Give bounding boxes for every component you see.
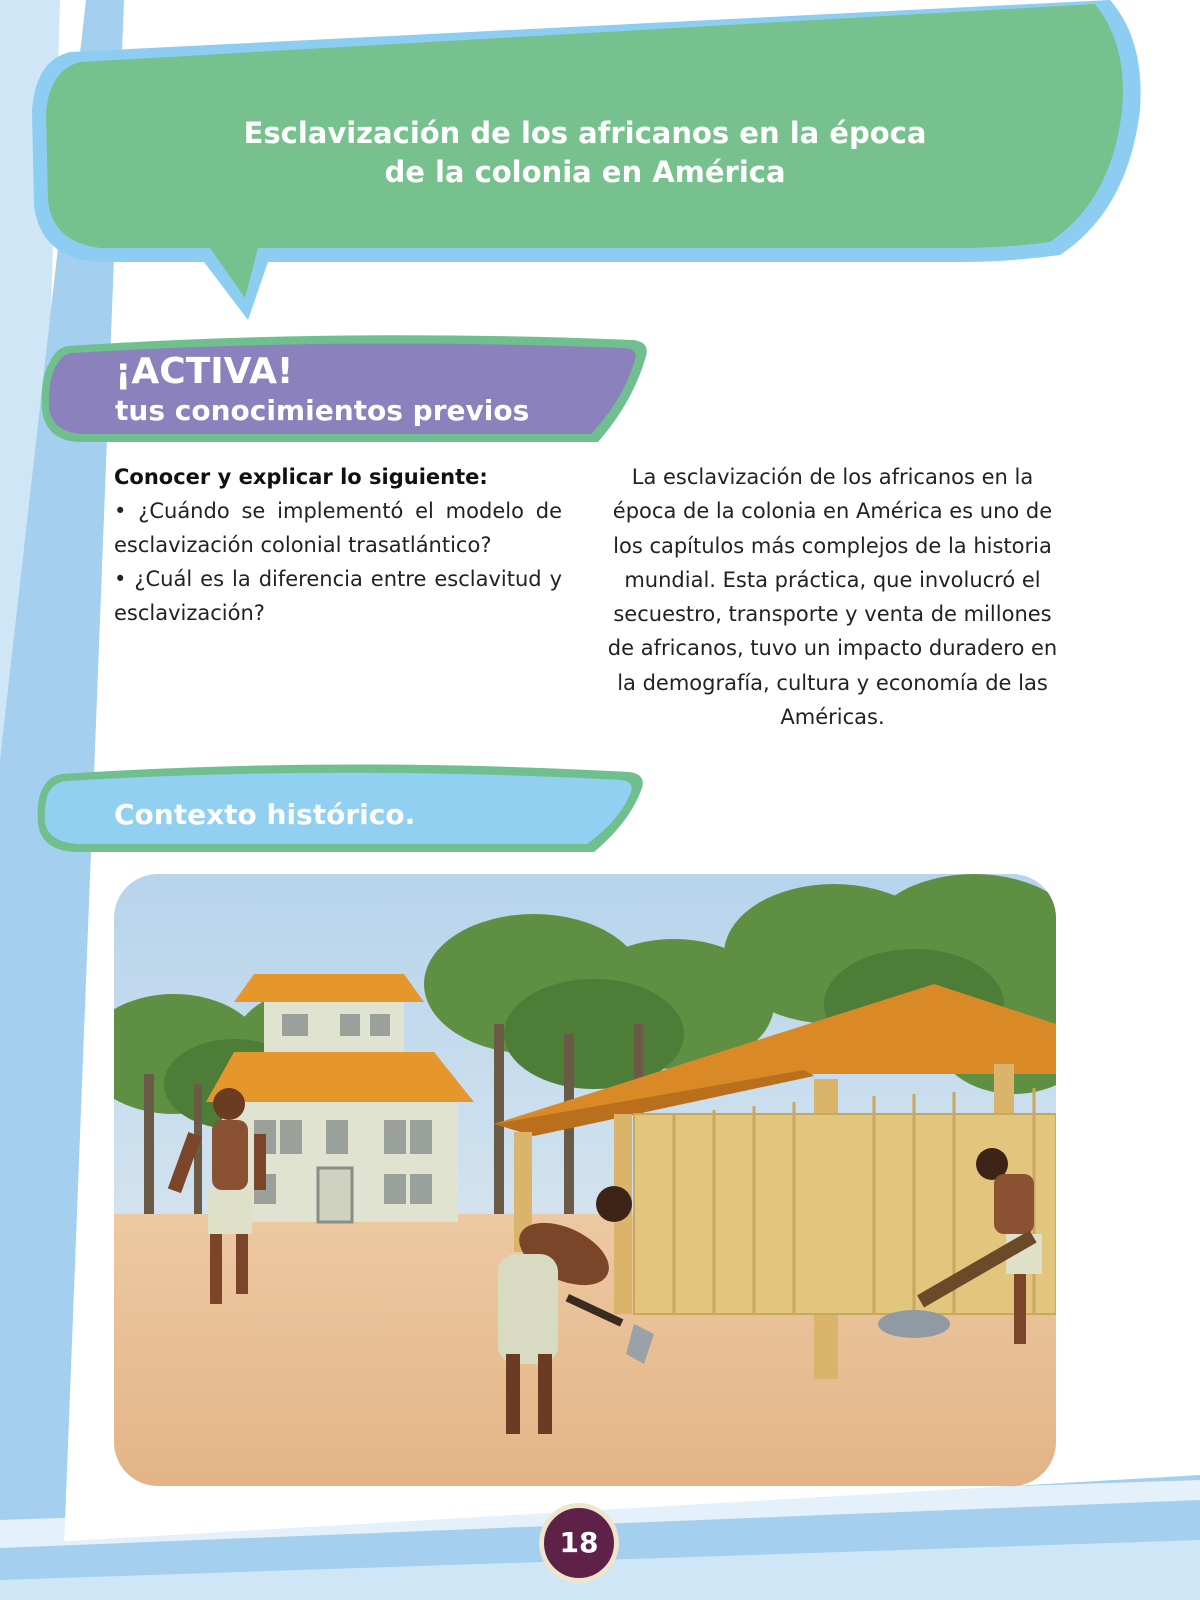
question-item: • ¿Cuál es la diferencia entre esclavitud y esclavización?: [114, 567, 562, 625]
question-item: • ¿Cuándo se implementó el modelo de esclavización colonial trasatlántico?: [114, 499, 562, 557]
contexto-title: Contexto histórico.: [114, 798, 416, 831]
page-title: [230, 114, 940, 192]
activa-title: ¡ACTIVA!: [115, 351, 294, 392]
page-title-line2: de la colonia en América: [384, 155, 786, 189]
colonial-plantation-scene-image: [114, 874, 1056, 1486]
page-title-line1: Esclavización de los africanos en la época: [243, 116, 927, 150]
prior-knowledge-questions: [114, 460, 562, 630]
activa-subtitle: tus conocimientos previos: [115, 394, 530, 427]
intro-paragraph: La esclavización de los africanos en la época de la colonia en América es uno de los capítulos más complejos de la historia mundial. Esta práctica, que involucró el secuestro, transporte y venta de millones de africanos, tuvo un impacto duradero en la demografía, cultura y economía de las Américas.: [607, 465, 1058, 730]
contexto-banner: [34, 762, 654, 860]
questions-heading: Conocer y explicar lo siguiente:: [114, 465, 488, 489]
page-number-badge: 18: [539, 1503, 619, 1583]
activa-banner: [38, 332, 658, 450]
